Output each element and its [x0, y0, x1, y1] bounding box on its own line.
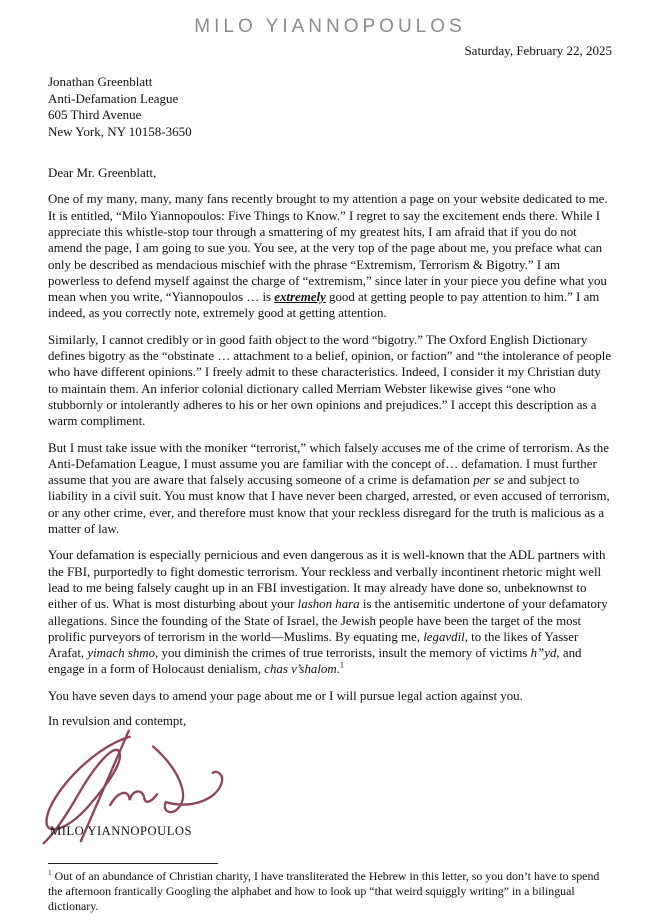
- signature-printed-name: MILO YIANNOPOULOS: [50, 823, 193, 838]
- closing: In revulsion and contempt,: [48, 713, 187, 728]
- letter-body: [48, 191, 612, 704]
- recipient-street: 605 Third Avenue: [48, 107, 142, 123]
- paragraph-4: Your defamation is especially pernicious and even dangerous as it is well-known that the ADL partners with the FBI, purportedly to fight domestic terrorism. Your reckless and verbally incontinent rhetoric might well lead to me being falsely caught up in an FBI investigation. It may already have done so, unbeknownst to either of us. What is most disturbing about your lashon hara is the antisemitic undertone of your defamatory allegations. Since the founding of the State of Israel, the Jewish people have been the target of the most prolific purveyors of terrorism in the world—Muslims. By equating me, legavdil, to the likes of Yasser Arafat, yimach shmo, you diminish the crimes of true terrorists, insult the memory of victims h”yd, and engage in a form of Holocaust denialism, chas v’shalom.$^1$: [48, 548, 608, 677]
- letterhead-name: MILO YIANNOPOULOS: [194, 16, 466, 37]
- recipient-city: New York, NY 10158-3650: [48, 123, 192, 139]
- recipient-name: Jonathan Greenblatt: [48, 74, 153, 89]
- paragraph-1: One of my many, many, many fans recently brought to my attention a page on your website dedicated to me. It is entitled, “Milo Yiannopoulos: Five Things to Know.” I regret to say the excitement ends there. While I appreciate this whistle-stop tour through a smattering of my greatest hits, I am afraid that if you do not amend the page, I am going to sue you. You see, at the very top of the page about me, you preface what can only be described as mendacious mischief with the phrase “Extremism, Terrorism & Bigotry.” I am powerless to defend myself against the charge of “extremism,” since later in your piece you define what you mean when you write, “Yiannopoulos … is extremely good at getting people to pay attention to him.” I am indeed, as you correctly note, extremely good at getting attention.: [48, 192, 608, 321]
- paragraph-3: But I must take issue with the moniker “terrorist,” which falsely accuses me of the crime of terrorism. As the Anti-Defamation League, I must assume you are familiar with the concept of… defamation. I must further assume that you are aware that falsely accusing someone of a crime is defamation per se and subject to liability in a civil suit. You must know that I have never been charged, arrested, or even accused of terrorism, or any other crime, ever, and therefore must know that your reckless disregard for the truth is malicious as a matter of law.: [48, 440, 610, 537]
- footnote-text: $^1$ Out of an abundance of Christian charity, I have transliterated the Hebrew in this letter, so you don’t have to spend the afternoon frantically Googling the alphabet and how to look up “that weird squiggly writing” in a bilingual dictionary.: [48, 868, 600, 914]
- signature-block: [48, 731, 612, 853]
- salutation: Dear Mr. Greenblatt,: [48, 165, 157, 181]
- footnote-separator: [48, 863, 218, 864]
- recipient-address-block: [48, 74, 612, 140]
- recipient-org: Anti-Defamation League: [48, 90, 179, 106]
- paragraph-2: Similarly, I cannot credibly or in good faith object to the word “bigotry.” The Oxford English Dictionary defines bigotry as the “obstinate … attachment to a belief, opinion, or faction” and “the intolerance of people who have different opinions.” I freely admit to these characteristics. Indeed, I consider it my Christian duty to maintain them. An inferior colonial dictionary called Merriam Webster likewise gives “one who stubbornly or intolerantly adheres to his or her own opinions and prejudices.” I accept this description as a warm compliment.: [48, 332, 612, 429]
- date: Saturday, February 22, 2025: [464, 43, 612, 58]
- paragraph-5: You have seven days to amend your page about me or I will pursue legal action against you.: [48, 688, 523, 703]
